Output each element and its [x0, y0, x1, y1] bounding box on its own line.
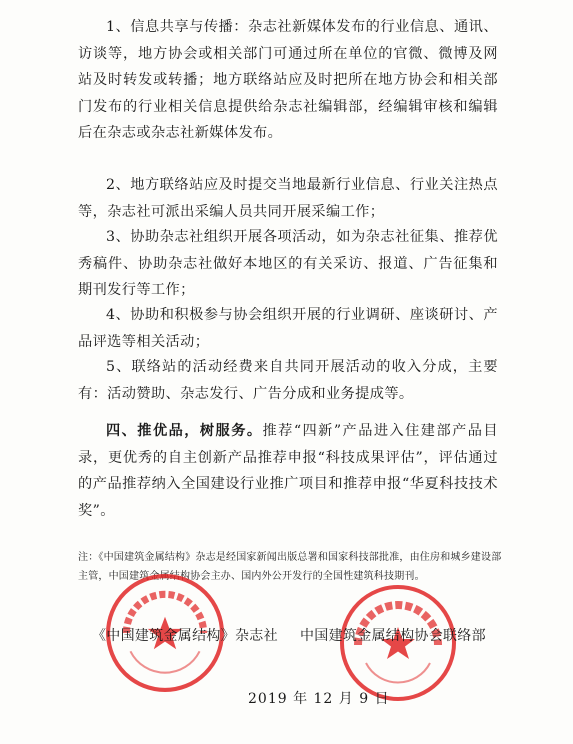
footnote: 注：《中国建筑金属结构》杂志是经国家新闻出版总署和国家科技部批准，由住房和城乡建设部主管，中国建筑金属结构协会主办、国内外公开发行的全国性建筑科技期刊。 — [78, 552, 502, 582]
signature-org-association: 中国建筑金属结构协会联络部 — [300, 628, 486, 644]
section-four-paragraph — [78, 418, 498, 524]
signature-org-magazine: 《中国建筑金属结构》杂志社 — [92, 628, 278, 644]
section-four-text: 推荐“四新”产品进入住建部产品目录，更优秀的自主创新产品推荐申报“科技成果评估”，评估通过的产品推荐纳入全国建设行业推广项目和推荐申报“华夏科技技术奖”。 — [78, 423, 498, 519]
section-four-heading: 四、推优品，树服务。 — [106, 423, 263, 439]
paragraph-item-4: 4、协助和积极参与协会组织开展的行业调研、座谈研讨、产品评选等相关活动； — [78, 307, 498, 350]
document-date: 2019 年 12 月 9 日 — [248, 691, 390, 707]
paragraph-item-1: 1、信息共享与传播：杂志社新媒体发布的行业信息、通讯、访谈等，地方协会或相关部门可通过所在单位的官微、微博及网站及时转发或转播；地方联络站应及时把所在地方协会和相关部门发布的行业相关信息提供给杂志社编辑部，经编辑审核和编辑后在杂志或杂志社新媒体发布。 — [78, 19, 498, 141]
paragraph-item-3: 3、协助杂志社组织开展各项活动，如为杂志社征集、推荐优秀稿件、协助杂志社做好本地区的有关采访、报道、广告征集和期刊发行等工作； — [78, 229, 498, 298]
paragraph-item-5: 5、联络站的活动经费来自共同开展活动的收入分成，主要有：活动赞助、杂志发行、广告分成和业务提成等。 — [78, 359, 498, 402]
paragraph-item-2: 2、地方联络站应及时提交当地最新行业信息、行业关注热点等，杂志社可派出采编人员共同开展采编工作； — [78, 177, 498, 220]
